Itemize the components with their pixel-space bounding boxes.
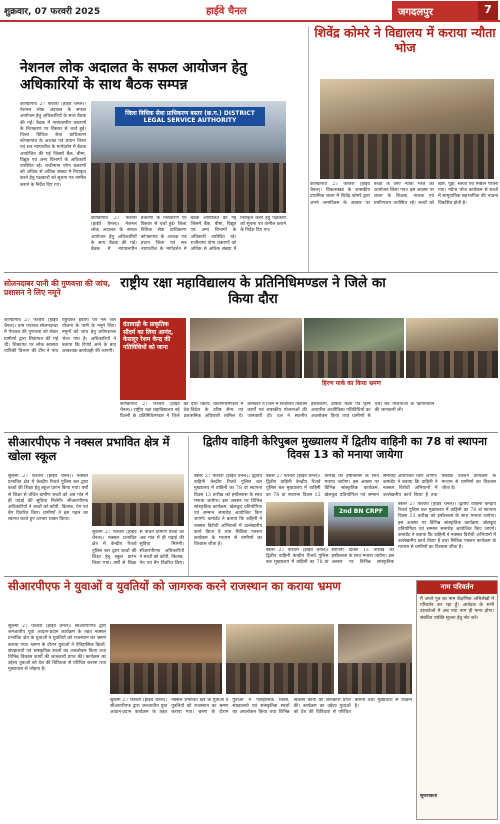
story7-photo-2 [226,624,334,694]
story6-body-cont3: बस्तर 27 फरवरी (हाईवे चैनल)। द्वितीय वाहिनी केन्द्रीय रिजर्व पुलिस बल मुख्यालय में वाहिनी का 78 वां स्थापना दिवस 13 तारीख को हर्षोल्लास के साथ मनाया जायेगा। इस अवसर पर विभिन्न सांस्कृतिक कार्यक्रम, खेलकूद प्रतियोगिता एवं सम्मान समारोह आयोजित किए जाएंगे। कमांडेंट ने बताया कि वाहिनी ने नक्सल विरोधी अभियानों में उल्लेखनीय कार्य किया है तथा सिविक एक्शन कार्यक्रम के माध्यम से ग्रामीणों का विश्वास जीता है। [398,502,496,551]
story2-photo [320,79,494,179]
story6-photo-banner: 2nd BN CRPF [334,506,388,517]
story1-photo [91,101,286,213]
story7-photo-3 [338,624,412,694]
edition-city: जगदलपुर [392,1,478,20]
story6-photo-1 [266,502,324,546]
story5-photo [92,474,184,526]
story3-subhead: हिरण पार्क का किया भ्रमण [322,380,381,387]
issue-date: शुक्रवार, 07 फरवरी 2025 [4,7,101,17]
story1-body: कोण्डागांव 27 फरवरी (हाईवे चैनल)। नेशनल लोक अदालत के सफल आयोजन हेतु अधिकारियों के साथ बैठक की गई। बैठक में न्यायालयीन प्रकरणों के निराकरण पर विस्तार से चर्चा हुई। जिला विधिक सेवा प्राधिकरण कोण्डागांव के अध्यक्ष एवं प्रधान जिला एवं सत्र न्यायाधीश के मार्गदर्शन में बैठक आयोजित की गई जिसमें बैंक, बीमा, विद्युत एवं अन्य विभागों के अधिकारी उपस्थित रहे। राजीनामा योग्य प्रकरणों को अधिक से अधिक संख्या में निराकृत करने हेतु पक्षकारों को सूचना पत्र तामील कराने के निर्देश दिए गए। [20,102,86,188]
story3-photo-3 [406,318,498,378]
story7-body: सुकमा 27 फरवरी (हाईवे चैनल)। सीआरपीएफ द्वारा जनजातीय युवा आदान-प्रदान कार्यक्रम के तहत नक्सल प्रभावित क्षेत्र के युवाओं व युवतियों को राजस्थान का भ्रमण कराया गया। भ्रमण के दौरान युवाओं ने ऐतिहासिक किलों, संग्रहालयों एवं सांस्कृतिक स्थलों का अवलोकन किया तथा विभिन्न विकास कार्यों की जानकारी प्राप्त की। कार्यक्रम का उद्देश्य युवाओं को देश की विविधता से परिचित कराना तथा मुख्यधारा से जोड़ना है। [8,624,106,673]
story3-photo-2 [304,318,404,378]
page-number: 7 [478,1,498,20]
story5-body: सुकमा 27 फरवरी (हाईवे चैनल)। नक्सल प्रभावित क्षेत्र में केन्द्रीय रिजर्व पुलिस बल द्वारा बच्चों की शिक्षा हेतु स्कूल प्रारंभ किया गया। वर्षों से शिक्षा से वंचित ग्रामीण बच्चों को अब गांव में ही पढ़ाई की सुविधा मिलेगी। सीआरपीएफ अधिकारियों ने बच्चों को कॉपी, किताब, पेन एवं बैग वितरित किए। ग्रामीणों ने इस पहल का स्वागत करते हुए आभार व्यक्त किया। [8,474,88,523]
story3-callout-text: दंतावाड़ी के प्राकृतिक सौंदर्य का लिया आनंद, केसलूर रेशम केन्द्र की गतिविधियों को जाना [123,321,174,351]
story5-headline: सीआरपीएफ ने नक्सल प्रभावित क्षेत्र में खोला स्कूल [8,435,170,463]
story6-body-cont: बस्तर 27 फरवरी (हाईवे चैनल)। द्वितीय वाहिनी केन्द्रीय रिजर्व पुलिस बल मुख्यालय में वाहिनी का 78 वां स्थापना दिवस 13 तारीख को हर्षोल्लास के साथ मनाया जायेगा। इस अवसर पर विभिन्न सांस्कृतिक कार्यक्रम, खेलकूद प्रतियोगिता एवं सम्मान समारोह आयोजित किए जाएंगे। कमांडेंट ने बताया कि वाहिनी ने नक्सल विरोधी अभियानों में उल्लेखनीय कार्य किया है तथा सिविक एक्शन कार्यक्रम के माध्यम से ग्रामीणों का विश्वास जीता है। [266,474,496,498]
name-change-notice [416,580,498,820]
story6-body-cont2: बस्तर 27 फरवरी (हाईवे चैनल)। द्वितीय वाहिनी केन्द्रीय रिजर्व पुलिस बल मुख्यालय में वाहिनी का 78 वां स्थापना दिवस 13 तारीख को हर्षोल्लास के साथ मनाया जायेगा। इस अवसर पर विभिन्न सांस्कृतिक [266,548,394,566]
story2-headline: शिवेंद्र कोमरे ने विद्यालय में कराया न्यौता भोज [314,25,496,55]
story3-photo-1 [190,318,302,378]
story3-body: कोण्डागांव 27 फरवरी (हाईवे चैनल)। राष्ट्रीय रक्षा महाविद्यालय नई दिल्ली के प्रतिनिधिमण्डल ने जिले का दौरा किया। प्रतिनिधिमण्डल में देश-विदेश के वरिष्ठ सैन्य एवं प्रशासनिक अधिकारी शामिल थे। कलेक्टर ने जिले में संचालित विकास कार्यों एवं शासकीय योजनाओं की जानकारी दी। दल ने स्थानीय हस्तशिल्प, ढोकरा कला एवं कृषि आधारित आजीविका गतिविधियों का अवलोकन किया तथा ग्रामीणों से चर्चा कर योजनाओं के क्रियान्वयन की जानकारी ली। [120,402,435,420]
story1-photo-banner: जिला विधिक सेवा प्राधिकरण बस्तर (छ.ग.) DISTRICT LEGAL SERVICE AUTHORITY [115,107,265,126]
masthead [0,0,500,22]
notice-body: मैं अपने पुत्र का नाम शैक्षणिक अभिलेखों में परिवर्तन कर रहा हूँ। आवेदक के सभी दस्तावेजों में अब नया नाम ही मान्य होगा। संबंधित व्यक्ति सूचना हेतु नोट करें। [420,597,494,621]
story4-body: कोण्डागांव 27 फरवरी (हाईवे चैनल)। ग्राम पंचायत सोलनदाबर में पेयजल की गुणवत्ता को लेकर ग्रामीणों द्वारा शिकायत की गई थी। शिकायत पर लोक स्वास्थ्य यांत्रिकी विभाग की टीम ने गांव पहुंचकर हैंडपंप एवं नल जल योजना के पानी के नमूने लिए। नमूनों को जांच हेतु प्रयोगशाला भेजा गया है। अधिकारियों ने बताया कि रिपोर्ट आने के बाद आवश्यक कार्यवाही की जाएगी। [4,318,116,355]
story1-body-cont: कोण्डागांव 27 फरवरी (हाईवे चैनल)। नेशनल लोक अदालत के सफल आयोजन हेतु अधिकारियों के साथ बैठक की गई। बैठक में न्यायालयीन प्रकरणों के निराकरण पर विस्तार से चर्चा हुई। जिला विधिक सेवा प्राधिकरण कोण्डागांव के अध्यक्ष एवं प्रधान जिला एवं सत्र न्यायाधीश के मार्गदर्शन में बैठक आयोजित की गई जिसमें बैंक, बीमा, विद्युत एवं अन्य विभागों के अधिकारी उपस्थित रहे। राजीनामा योग्य प्रकरणों को अधिक से अधिक संख्या में निराकृत करने हेतु पक्षकारों को सूचना पत्र तामील कराने के निर्देश दिए गए। [91,216,286,253]
story6-body: बस्तर 27 फरवरी (हाईवे चैनल)। द्वितीय वाहिनी केन्द्रीय रिजर्व पुलिस बल मुख्यालय में वाहिनी का 78 वां स्थापना दिवस 13 तारीख को हर्षोल्लास के साथ मनाया जायेगा। इस अवसर पर विभिन्न सांस्कृतिक कार्यक्रम, खेलकूद प्रतियोगिता एवं सम्मान समारोह आयोजित किए जाएंगे। कमांडेंट ने बताया कि वाहिनी ने नक्सल विरोधी अभियानों में उल्लेखनीय कार्य किया है तथा सिविक एक्शन कार्यक्रम के माध्यम से ग्रामीणों का विश्वास जीता है। [194,474,262,548]
story6-photo-2 [328,502,394,546]
story3-headline: राष्ट्रीय रक्षा महाविद्यालय के प्रतिनिधिमण्डल ने जिले का किया दौरा [120,275,386,307]
story7-body-cont: सुकमा 27 फरवरी (हाईवे चैनल)। सीआरपीएफ द्वारा जनजातीय युवा आदान-प्रदान कार्यक्रम के तहत नक्सल प्रभावित क्षेत्र के युवाओं व युवतियों को राजस्थान का भ्रमण कराया गया। भ्रमण के दौरान युवाओं ने ऐतिहासिक किलों, संग्रहालयों एवं सांस्कृतिक स्थलों का अवलोकन किया तथा विभिन्न विकास कार्यों की जानकारी प्राप्त की। कार्यक्रम का उद्देश्य युवाओं को देश की विविधता से परिचित कराना तथा मुख्यधारा से जोड़ना है। [110,698,412,716]
story6-headline: द्वितीय वाहिनी केरिपुबल मुख्यालय में द्वितीय वाहिनी का 78 वां स्थापना दिवस 13 को मनाया जायेगा [202,435,487,461]
story5-body-cont: सुकमा 27 फरवरी (हाईवे चैनल)। नक्सल प्रभावित क्षेत्र में केन्द्रीय रिजर्व पुलिस बल द्वारा बच्चों की शिक्षा हेतु स्कूल प्रारंभ किया गया। वर्षों से शिक्षा से वंचित ग्रामीण बच्चों को अब गांव में ही पढ़ाई की सुविधा मिलेगी। सीआरपीएफ अधिकारियों ने बच्चों को कॉपी, किताब, पेन एवं बैग वितरित किए। [92,530,184,567]
story1-headline: नेशनल लोक अदालत के सफल आयोजन हेतु अधिकारियों के साथ बैठक सम्पन्न [20,60,248,93]
story7-photo-1 [110,624,222,694]
newspaper-brand: हाईवे चैनल [206,6,247,17]
notice-title: नाम परिवर्तन [417,581,497,594]
story2-body: कोण्डागांव 27 फरवरी (हाईवे चैनल)। विकासखंड के शासकीय प्राथमिक शाला में शिवेंद्र कोमरे द्वारा अपने जन्मदिवस के अवसर पर बच्चों के लिए न्यौता भोज का आयोजन किया गया। इस अवसर पर शाला के शिक्षक, पालक एवं ग्रामीणजन उपस्थित रहे। बच्चों को खीर, पूड़ी, सब्जी एवं मिष्ठान परोसा गया। न्यौता भोज कार्यक्रम से बच्चों में सामुदायिक सहभागिता की भावना विकसित होती है। [310,182,498,206]
story3-callout [120,318,186,400]
story7-headline: सीआरपीएफ ने युवाओं व युवतियों को जागरुक करने राजस्थान का कराया भ्रमण [8,579,341,593]
notice-signature: सूचनाकर्ता [420,794,438,799]
story4-headline: सोलनदाबर पानी की गुणवत्ता की जांच, प्रशासन ने लिए नमूने [4,279,111,297]
